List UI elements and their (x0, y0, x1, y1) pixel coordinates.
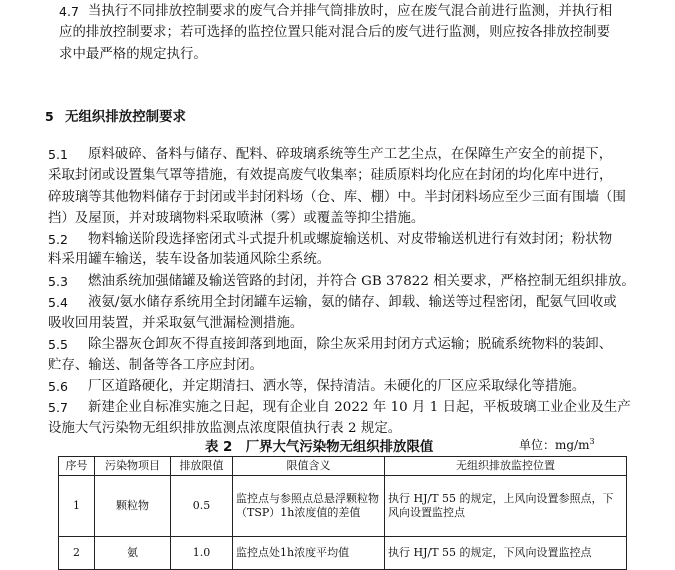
header-cell-index: 序号 (59, 457, 95, 476)
table-unit-label: 单位：mg/m (519, 438, 590, 452)
para-5-4-text: 液氨/氨水储存系统用全封闭罐车运输，氨的储存、卸载、输送等过程密闭，配氨气回收或 (88, 295, 617, 310)
para-5-6-text: 厂区道路硬化，并定期清扫、洒水等，保持清洁。未硬化的厂区应采取绿化等措施。 (88, 379, 586, 394)
cell-pollutant: 颗粒物 (95, 476, 171, 537)
para-5-1-text: 挡）及屋顶，并对玻璃物料采取喷淋（雾）或覆盖等抑尘措施。 (48, 211, 425, 226)
header-cell-meaning: 限值含义 (233, 457, 385, 476)
para-5-3-text: 燃油系统加强储罐及输送管路的封闭，并符合 GB 37822 相关要求，严格控制无组织排放。 (88, 274, 635, 289)
cell-meaning: 监控点处1h浓度平均值 (233, 537, 385, 570)
para-5-1-text: 采取封闭或设置集气罩等措施，有效提高废气收集率；硅质原料均化应在封闭的均化库中进行， (48, 168, 613, 183)
para-5-4-number: 5.4 (48, 295, 69, 310)
table-row (59, 537, 627, 570)
para-5-1-number: 5.1 (48, 147, 69, 162)
cell-meaning: 监控点与参照点总悬浮颗粒物（TSP）1h浓度值的差值 (233, 476, 385, 537)
header-cell-monitor-location: 无组织排放监控位置 (385, 457, 627, 476)
para-5-5-text: 贮存、输送、制备等各工序应封闭。 (48, 358, 264, 373)
para-5-2-text: 料采用罐车输送，装车设备加装通风除尘系统。 (48, 252, 331, 267)
table-header-row (59, 457, 627, 476)
para-4-7-text: 求中最严格的规定执行。 (59, 47, 207, 62)
header-cell-pollutant: 污染物项目 (95, 457, 171, 476)
para-5-7-text: 新建企业自标准实施之日起，现有企业自 2022 年 10 月 1 日起，平板玻璃工业企业及生产 (88, 400, 631, 415)
cell-index: 1 (59, 476, 95, 537)
para-5-5-number: 5.5 (48, 337, 69, 352)
para-4-7-number: 4.7 (59, 4, 80, 19)
cell-limit: 0.5 (171, 476, 233, 537)
cell-monitor-location: 执行 HJ/T 55 的规定，下风向设置监控点 (385, 537, 627, 570)
table-row (59, 476, 627, 537)
para-5-1-text: 原料破碎、备料与储存、配料、碎玻璃系统等生产工艺尘点，在保障生产安全的前提下， (88, 147, 613, 162)
para-4-7-text: 当执行不同排放控制要求的废气合并排气筒排放时，应在废气混合前进行监测，并执行相 (88, 4, 613, 19)
para-5-7-text: 设施大气污染物无组织排放监测点浓度限值执行表 2 规定。 (48, 421, 402, 436)
para-5-5-text: 除尘器灰仓卸灰不得直接卸落到地面，除尘灰采用封闭方式运输；脱硫系统物料的装卸、 (88, 337, 613, 352)
cell-pollutant: 氨 (95, 537, 171, 570)
table-caption (0, 436, 675, 456)
para-5-3-number: 5.3 (48, 274, 69, 289)
para-5-2-text: 物料输送阶段选择密闭式斗式提升机或螺旋输送机、对皮带输送机进行有效封闭；粉状物 (88, 232, 613, 247)
para-5-1-text: 碎玻璃等其他物料储存于封闭或半封闭料场（仓、库、棚）中。半封闭料场应至少三面有围墙（围 (48, 190, 626, 205)
para-5-6-number: 5.6 (48, 379, 69, 394)
para-5-2-number: 5.2 (48, 232, 69, 247)
table-unit-superscript: 3 (589, 437, 595, 446)
table-unit (519, 436, 595, 453)
header-cell-limit: 排放限值 (171, 457, 233, 476)
para-4-7-text: 应的排放控制要求；若可选择的监控位置只能对混合后的废气进行监测，则应按各排放控制要 (59, 25, 611, 40)
emission-limits-table (58, 456, 627, 570)
cell-index: 2 (59, 537, 95, 570)
section-5-title: 无组织排放控制要求 (65, 109, 186, 125)
table-title: 表 2 厂界大气污染物无组织排放限值 (205, 440, 434, 455)
cell-monitor-location: 执行 HJ/T 55 的规定，上风向设置参照点，下风向设置监控点 (385, 476, 627, 537)
cell-limit: 1.0 (171, 537, 233, 570)
section-5-number: 5 (45, 109, 54, 124)
para-5-7-number: 5.7 (48, 400, 69, 415)
para-5-4-text: 吸收回用装置，并采取氨气泄漏检测措施。 (48, 316, 304, 331)
